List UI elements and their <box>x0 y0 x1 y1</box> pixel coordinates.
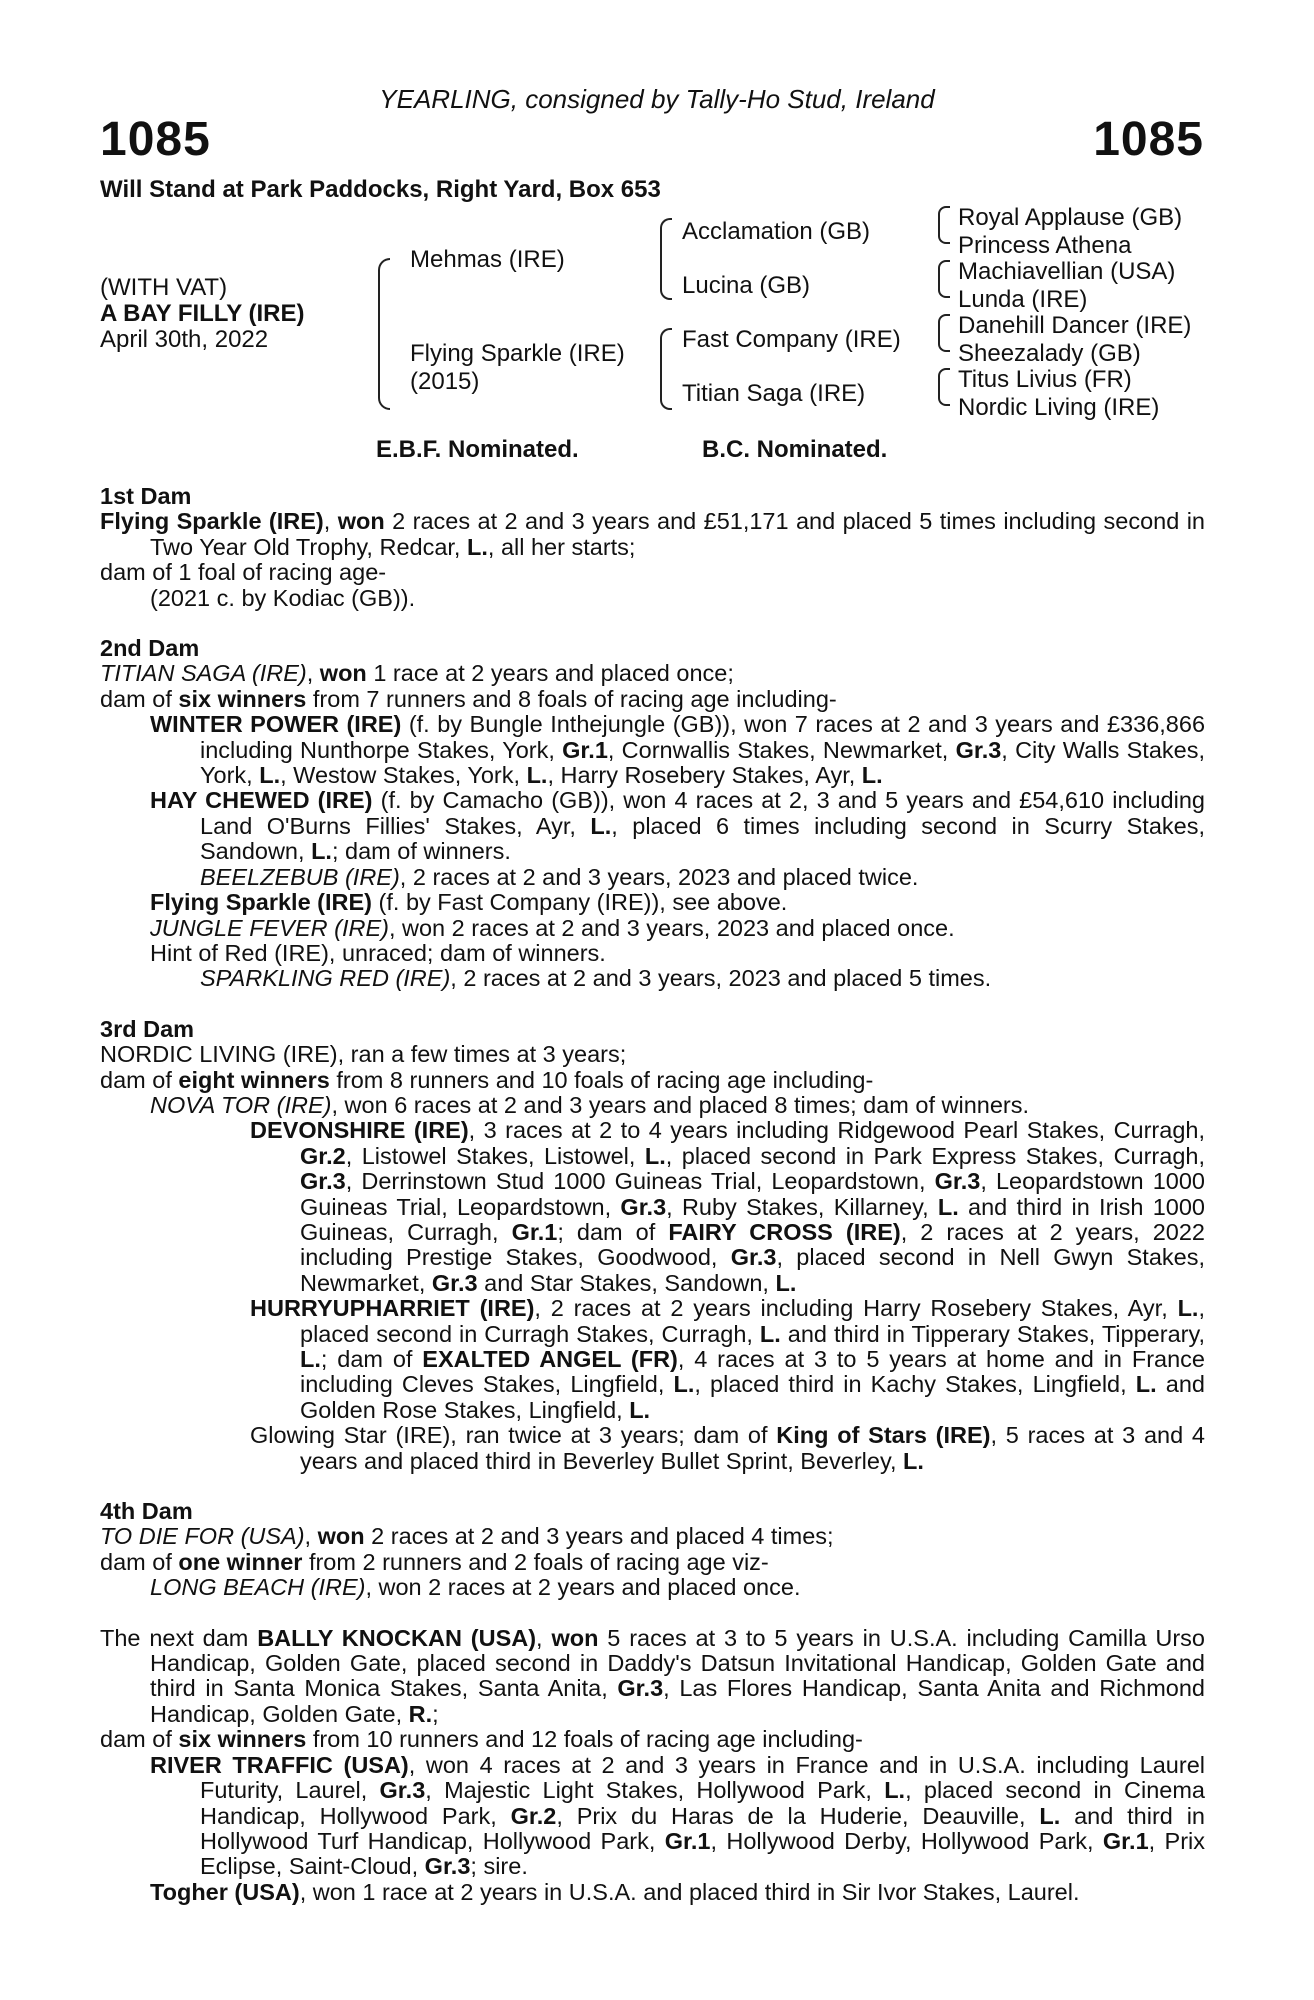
produce-entry: Flying Sparkle (IRE) (f. by Fast Company (IRE)), see above. <box>150 889 788 916</box>
dam-record: TO DIE FOR (USA), won 2 races at 2 and 3 years and placed 4 times; <box>100 1523 834 1550</box>
produce-entry: SPARKLING RED (IRE), 2 races at 2 and 3 years, 2023 and placed 5 times. <box>200 965 992 992</box>
section-heading: 4th Dam <box>100 1498 193 1525</box>
granddam-4: Lunda (IRE) <box>958 286 1088 313</box>
second-dam-section <box>100 636 1205 992</box>
horse-name: A BAY FILLY (IRE) <box>100 300 305 327</box>
next-dam-section <box>100 1626 1205 1905</box>
dam-record: NORDIC LIVING (IRE), ran a few times at 3 years; <box>100 1041 627 1068</box>
produce-entry: RIVER TRAFFIC (USA), won 4 races at 2 and 3 years in France and in U.S.A. including Laurel Futurity, Laurel, Gr.3, Majestic Light Stakes, Hollywood Park, L., placed second in Cinema Handicap, Hollywood Park, Gr.2, Prix du Haras de la Huderie, Deauville, L. and third in Hollywood Turf Handicap, Hollywood Park, Gr.1, Hollywood Derby, Hollywood Park, Gr.1, Prix Eclipse, Saint-Cloud, Gr.3; sire. <box>150 1751 1205 1880</box>
grandsire-7: Titus Livius (FR) <box>958 366 1132 393</box>
dam: Flying Sparkle (IRE) <box>410 340 625 367</box>
granddam-2: Princess Athena <box>958 232 1132 259</box>
granddam-6: Sheezalady (GB) <box>958 340 1141 367</box>
vat-note: (WITH VAT) <box>100 274 228 301</box>
pedigree-brace-main <box>378 258 390 410</box>
produce-entry: Hint of Red (IRE), unraced; dam of winners. <box>150 939 606 966</box>
dam-year: (2015) <box>410 368 480 395</box>
foaling-date: April 30th, 2022 <box>100 326 269 353</box>
dam-dam: Titian Saga (IRE) <box>682 380 866 407</box>
dam-sire: Fast Company (IRE) <box>682 326 901 353</box>
produce-entry: HAY CHEWED (IRE) (f. by Camacho (GB)), won 4 races at 2, 3 and 5 years and £54,610 including Land O'Burns Fillies' Stakes, Ayr, L., placed 6 times including second in Scurry Stakes, Sandown, L.; dam of winners. <box>150 787 1205 865</box>
produce-entry: HURRYUPHARRIET (IRE), 2 races at 2 years including Harry Rosebery Stakes, Ayr, L., placed second in Curragh Stakes, Curragh, L. and third in Tipperary Stakes, Tipperary, L.; dam of EXALTED ANGEL (FR), 4 races at 3 to 5 years at home and in France including Cleves Stakes, Lingfield, L., placed third in Kachy Stakes, Lingfield, L. and Golden Rose Stakes, Lingfield, L. <box>250 1295 1205 1423</box>
pedigree-brace-dam <box>660 328 672 410</box>
consignment-line: YEARLING, consigned by Tally-Ho Stud, Ireland <box>379 84 935 114</box>
bc-nomination: B.C. Nominated. <box>702 436 888 463</box>
sire-sire: Acclamation (GB) <box>682 218 871 245</box>
ebf-nomination: E.B.F. Nominated. <box>376 436 579 463</box>
first-dam-section <box>100 484 1205 611</box>
lot-number-left: 1085 <box>100 113 211 166</box>
dam-record: Flying Sparkle (IRE), won 2 races at 2 and 3 years and £51,171 and placed 5 times including second in Two Year Old Trophy, Redcar, L., all her starts; <box>100 508 1205 560</box>
produce-summary: dam of one winner from 2 runners and 2 foals of racing age viz- <box>100 1548 769 1575</box>
pedigree-brace-g2 <box>938 260 950 298</box>
catalogue-body <box>100 484 1205 1905</box>
pedigree-brace-g3 <box>938 314 950 352</box>
section-heading: 1st Dam <box>100 483 192 509</box>
section-heading: 2nd Dam <box>100 635 200 662</box>
stand-location: Will Stand at Park Paddocks, Right Yard, Box 653 <box>100 176 661 203</box>
produce-summary: dam of six winners from 10 runners and 12 foals of racing age including- <box>100 1726 863 1753</box>
produce-summary: dam of eight winners from 8 runners and 10 foals of racing age including- <box>100 1066 874 1093</box>
pedigree-brace-g1 <box>938 206 950 244</box>
produce-entry: BEELZEBUB (IRE), 2 races at 2 and 3 years, 2023 and placed twice. <box>200 863 919 890</box>
section-heading: 3rd Dam <box>100 1015 195 1042</box>
produce-entry: NOVA TOR (IRE), won 6 races at 2 and 3 years and placed 8 times; dam of winners. <box>150 1091 1030 1118</box>
fourth-dam-section <box>100 1499 1205 1601</box>
pedigree-brace-g4 <box>938 368 950 406</box>
lot-number-right: 1085 <box>1093 113 1204 166</box>
dam-record: TITIAN SAGA (IRE), won 1 race at 2 years and placed once; <box>100 660 734 687</box>
produce-entry: LONG BEACH (IRE), won 2 races at 2 years and placed once. <box>150 1574 801 1601</box>
sire: Mehmas (IRE) <box>410 246 565 273</box>
grandsire-5: Danehill Dancer (IRE) <box>958 312 1192 339</box>
produce-summary: dam of six winners from 7 runners and 8 foals of racing age including- <box>100 685 837 712</box>
grandsire-1: Royal Applause (GB) <box>958 204 1183 231</box>
produce-summary: dam of 1 foal of racing age- <box>100 559 387 586</box>
produce-entry: WINTER POWER (IRE) (f. by Bungle Inthejungle (GB)), won 7 races at 2 and 3 years and £336,866 including Nunthorpe Stakes, York, Gr.1, Cornwallis Stakes, Newmarket, Gr.3, City Walls Stakes, York, L., Westow Stakes, York, L., Harry Rosebery Stakes, Ayr, L. <box>150 711 1206 789</box>
sire-dam: Lucina (GB) <box>682 272 811 299</box>
produce-entry: (2021 c. by Kodiac (GB)). <box>150 584 416 611</box>
produce-entry: Togher (USA), won 1 race at 2 years in U.S.A. and placed third in Sir Ivor Stakes, Laurel. <box>150 1878 1080 1905</box>
granddam-8: Nordic Living (IRE) <box>958 394 1160 421</box>
grandsire-3: Machiavellian (USA) <box>958 258 1176 285</box>
dam-record: The next dam BALLY KNOCKAN (USA), won 5 races at 3 to 5 years in U.S.A. including Camilla Urso Handicap, Golden Gate, placed second in Daddy's Datsun Invitational Handicap, Golden Gate and third in Santa Monica Stakes, Santa Anita, Gr.3, Las Flores Handicap, Santa Anita and Richmond Handicap, Golden Gate, R.; <box>100 1624 1205 1727</box>
produce-entry: JUNGLE FEVER (IRE), won 2 races at 2 and 3 years, 2023 and placed once. <box>150 914 955 941</box>
produce-entry: DEVONSHIRE (IRE), 3 races at 2 to 4 years including Ridgewood Pearl Stakes, Curragh, Gr.2, Listowel Stakes, Listowel, L., placed second in Park Express Stakes, Curragh, Gr.3, Derrinstown Stud 1000 Guineas Trial, Leopardstown, Gr.3, Leopardstown 1000 Guineas Trial, Leopardstown, Gr.3, Ruby Stakes, Killarney, L. and third in Irish 1000 Guineas, Curragh, Gr.1; dam of FAIRY CROSS (IRE), 2 races at 2 years, 2022 including Prestige Stakes, Goodwood, Gr.3, placed second in Nell Gwyn Stakes, Newmarket, Gr.3 and Star Stakes, Sandown, L. <box>250 1117 1205 1296</box>
horse-name: Flying Sparkle (IRE) <box>100 508 324 535</box>
pedigree-brace-sire <box>660 218 672 300</box>
third-dam-section <box>100 1017 1205 1474</box>
produce-entry: Glowing Star (IRE), ran twice at 3 years; dam of King of Stars (IRE), 5 races at 3 and 4 years and placed third in Beverley Bullet Sprint, Beverley, L. <box>250 1422 1205 1474</box>
